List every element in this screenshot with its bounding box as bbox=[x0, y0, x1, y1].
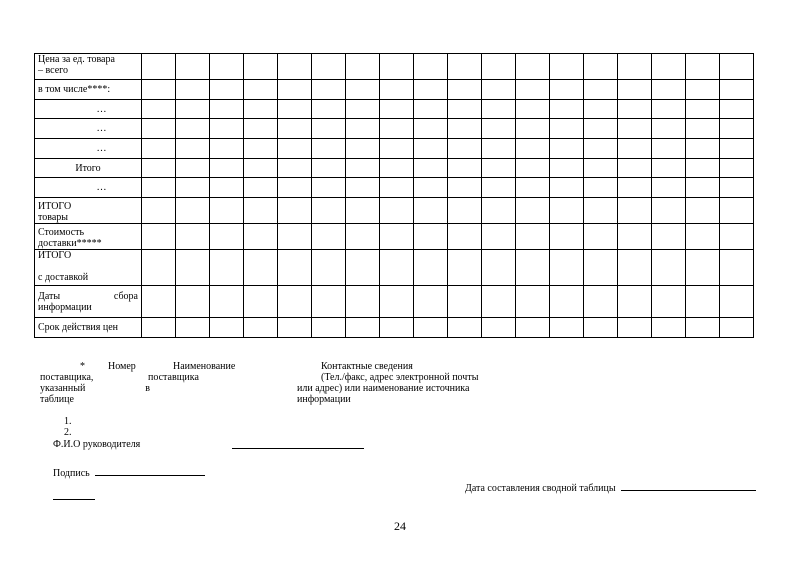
table-cell[interactable] bbox=[652, 80, 686, 100]
head-name-label: Ф.И.О руководителя bbox=[53, 439, 141, 450]
table-row bbox=[35, 318, 754, 338]
table-cell[interactable] bbox=[142, 178, 176, 198]
table-cell[interactable] bbox=[210, 54, 244, 80]
table-cell[interactable] bbox=[686, 318, 720, 338]
table-cell[interactable] bbox=[414, 119, 448, 139]
table-cell[interactable] bbox=[380, 178, 414, 198]
table-cell[interactable] bbox=[618, 224, 652, 250]
table-cell[interactable] bbox=[720, 178, 754, 198]
table-cell[interactable] bbox=[448, 178, 482, 198]
footnote-marker: * bbox=[80, 361, 85, 372]
table-cell[interactable] bbox=[448, 198, 482, 224]
row-label-line: – всего bbox=[38, 65, 69, 76]
table-cell[interactable] bbox=[482, 198, 516, 224]
table-cell[interactable] bbox=[618, 318, 652, 338]
table-cell[interactable] bbox=[380, 100, 414, 119]
table-cell[interactable] bbox=[414, 178, 448, 198]
table-cell[interactable] bbox=[550, 224, 584, 250]
table-cell[interactable] bbox=[312, 318, 346, 338]
table-cell[interactable] bbox=[312, 159, 346, 178]
table-cell[interactable] bbox=[176, 198, 210, 224]
table-cell[interactable] bbox=[278, 80, 312, 100]
table-cell[interactable] bbox=[618, 80, 652, 100]
list-item-2: 2. bbox=[64, 427, 72, 438]
table-cell[interactable] bbox=[584, 119, 618, 139]
table-cell[interactable] bbox=[482, 224, 516, 250]
table-cell[interactable] bbox=[244, 119, 278, 139]
row-label-line: … bbox=[96, 103, 107, 115]
row-label bbox=[35, 178, 142, 198]
row-label-line: товары bbox=[38, 212, 68, 223]
table-cell[interactable] bbox=[652, 178, 686, 198]
table-cell[interactable] bbox=[210, 178, 244, 198]
table-cell[interactable] bbox=[278, 178, 312, 198]
row-label bbox=[35, 224, 142, 250]
table-cell[interactable] bbox=[584, 54, 618, 80]
table-cell[interactable] bbox=[618, 100, 652, 119]
table-cell[interactable] bbox=[312, 286, 346, 318]
table-cell[interactable] bbox=[380, 318, 414, 338]
table-cell[interactable] bbox=[482, 80, 516, 100]
head-name-field[interactable] bbox=[232, 439, 364, 452]
table-cell[interactable] bbox=[142, 159, 176, 178]
table-row bbox=[35, 119, 754, 139]
table-cell[interactable] bbox=[312, 139, 346, 159]
table-cell[interactable] bbox=[720, 224, 754, 250]
table-cell[interactable] bbox=[346, 250, 380, 286]
table-cell[interactable] bbox=[380, 119, 414, 139]
table-cell[interactable] bbox=[482, 100, 516, 119]
table-cell[interactable] bbox=[686, 159, 720, 178]
table-cell[interactable] bbox=[550, 54, 584, 80]
table-row bbox=[35, 224, 754, 250]
table-cell[interactable] bbox=[584, 318, 618, 338]
row-label-line: доставки***** bbox=[38, 238, 102, 249]
table-cell[interactable] bbox=[482, 54, 516, 80]
row-label bbox=[35, 159, 142, 178]
table-cell[interactable] bbox=[176, 119, 210, 139]
table-cell[interactable] bbox=[448, 159, 482, 178]
table-cell[interactable] bbox=[618, 119, 652, 139]
table-cell[interactable] bbox=[380, 286, 414, 318]
footnote-col2-line2: поставщика bbox=[148, 372, 199, 383]
table-cell[interactable] bbox=[584, 250, 618, 286]
table-cell[interactable] bbox=[686, 224, 720, 250]
table-cell[interactable] bbox=[686, 250, 720, 286]
table-cell[interactable] bbox=[210, 80, 244, 100]
table-cell[interactable] bbox=[210, 100, 244, 119]
table-cell[interactable] bbox=[652, 139, 686, 159]
table-cell[interactable] bbox=[516, 178, 550, 198]
table-cell[interactable] bbox=[278, 198, 312, 224]
table-cell[interactable] bbox=[244, 100, 278, 119]
table-cell[interactable] bbox=[312, 198, 346, 224]
row-label bbox=[35, 318, 142, 338]
table-cell[interactable] bbox=[516, 159, 550, 178]
table-cell[interactable] bbox=[210, 286, 244, 318]
table-cell[interactable] bbox=[584, 178, 618, 198]
row-label-line: Цена за ед. товара bbox=[38, 54, 115, 65]
table-cell[interactable] bbox=[176, 100, 210, 119]
table-cell[interactable] bbox=[278, 224, 312, 250]
table-cell[interactable] bbox=[618, 286, 652, 318]
table-cell[interactable] bbox=[346, 224, 380, 250]
table-cell[interactable] bbox=[380, 198, 414, 224]
table-cell[interactable] bbox=[176, 318, 210, 338]
row-label bbox=[35, 139, 142, 159]
table-cell[interactable] bbox=[448, 318, 482, 338]
table-cell[interactable] bbox=[142, 198, 176, 224]
table-cell[interactable] bbox=[380, 250, 414, 286]
table-cell[interactable] bbox=[516, 318, 550, 338]
table-cell[interactable] bbox=[244, 80, 278, 100]
table-cell[interactable] bbox=[346, 178, 380, 198]
table-cell[interactable] bbox=[720, 318, 754, 338]
table-cell[interactable] bbox=[142, 250, 176, 286]
table-cell[interactable] bbox=[346, 100, 380, 119]
table-cell[interactable] bbox=[414, 159, 448, 178]
row-label-line: информации bbox=[38, 301, 92, 313]
page-number: 24 bbox=[394, 519, 406, 533]
table-cell[interactable] bbox=[346, 139, 380, 159]
footnote-col3-line2: (Тел./факс, адрес электронной почты bbox=[321, 372, 479, 383]
table-cell[interactable] bbox=[482, 178, 516, 198]
signature-label: Подпись bbox=[53, 468, 90, 479]
footnote-col3-line1: Контактные сведения bbox=[321, 361, 413, 372]
table-cell[interactable] bbox=[448, 286, 482, 318]
table-cell[interactable] bbox=[380, 224, 414, 250]
signature-field[interactable] bbox=[95, 466, 205, 476]
table-cell[interactable] bbox=[652, 286, 686, 318]
table-cell[interactable] bbox=[482, 159, 516, 178]
table-cell[interactable] bbox=[210, 139, 244, 159]
table-row bbox=[35, 159, 754, 178]
table-cell[interactable] bbox=[652, 198, 686, 224]
table-cell[interactable] bbox=[142, 119, 176, 139]
table-cell[interactable] bbox=[720, 80, 754, 100]
table-cell[interactable] bbox=[176, 159, 210, 178]
row-label bbox=[35, 198, 142, 224]
table-cell[interactable] bbox=[618, 139, 652, 159]
table-cell[interactable] bbox=[414, 318, 448, 338]
table-cell[interactable] bbox=[142, 139, 176, 159]
table-cell[interactable] bbox=[244, 318, 278, 338]
table-cell[interactable] bbox=[686, 178, 720, 198]
table-cell[interactable] bbox=[176, 286, 210, 318]
table-cell[interactable] bbox=[346, 198, 380, 224]
date-label: Дата составления сводной таблицы bbox=[465, 483, 616, 494]
table-cell[interactable] bbox=[720, 198, 754, 224]
footnote-col1-word: указанный bbox=[40, 383, 86, 394]
footnote-col1-line1: Номер bbox=[108, 361, 136, 372]
table-cell[interactable] bbox=[414, 198, 448, 224]
table-cell[interactable] bbox=[686, 139, 720, 159]
table-cell[interactable] bbox=[516, 224, 550, 250]
table-cell[interactable] bbox=[448, 100, 482, 119]
table-cell[interactable] bbox=[176, 80, 210, 100]
row-label-line: в том числе****: bbox=[38, 84, 111, 95]
table-cell[interactable] bbox=[652, 224, 686, 250]
table-cell[interactable] bbox=[584, 159, 618, 178]
table-cell[interactable] bbox=[618, 198, 652, 224]
table-cell[interactable] bbox=[516, 100, 550, 119]
table-cell[interactable] bbox=[244, 159, 278, 178]
table-cell[interactable] bbox=[244, 250, 278, 286]
row-label-line: … bbox=[96, 182, 107, 193]
table-cell[interactable] bbox=[278, 119, 312, 139]
table-cell[interactable] bbox=[414, 139, 448, 159]
table-cell[interactable] bbox=[380, 80, 414, 100]
table-cell[interactable] bbox=[652, 54, 686, 80]
separator-line bbox=[53, 499, 95, 500]
table-cell[interactable] bbox=[142, 224, 176, 250]
row-label-line: ИТОГО bbox=[38, 201, 72, 212]
table-cell[interactable] bbox=[482, 318, 516, 338]
table-cell[interactable] bbox=[550, 139, 584, 159]
table-cell[interactable] bbox=[210, 250, 244, 286]
table-row bbox=[35, 178, 754, 198]
table-cell[interactable] bbox=[584, 224, 618, 250]
table-cell[interactable] bbox=[516, 198, 550, 224]
table-row bbox=[35, 54, 754, 80]
table-cell[interactable] bbox=[550, 250, 584, 286]
table-cell[interactable] bbox=[550, 198, 584, 224]
table-cell[interactable] bbox=[720, 250, 754, 286]
table-cell[interactable] bbox=[550, 119, 584, 139]
table-cell[interactable] bbox=[414, 286, 448, 318]
table-cell[interactable] bbox=[686, 119, 720, 139]
table-cell[interactable] bbox=[244, 224, 278, 250]
row-label-line: с доставкой bbox=[38, 272, 89, 283]
table-cell[interactable] bbox=[176, 139, 210, 159]
table-cell[interactable] bbox=[652, 119, 686, 139]
table-cell[interactable] bbox=[414, 250, 448, 286]
table-cell[interactable] bbox=[652, 100, 686, 119]
table-cell[interactable] bbox=[516, 250, 550, 286]
table-cell[interactable] bbox=[346, 80, 380, 100]
table-cell[interactable] bbox=[448, 224, 482, 250]
table-cell[interactable] bbox=[244, 178, 278, 198]
table-cell[interactable] bbox=[142, 54, 176, 80]
table-cell[interactable] bbox=[414, 100, 448, 119]
table-cell[interactable] bbox=[516, 80, 550, 100]
table-cell[interactable] bbox=[210, 318, 244, 338]
table-row bbox=[35, 286, 754, 318]
table-cell[interactable] bbox=[244, 198, 278, 224]
table-row bbox=[35, 139, 754, 159]
table-cell[interactable] bbox=[618, 159, 652, 178]
table-cell[interactable] bbox=[686, 80, 720, 100]
table-cell[interactable] bbox=[482, 119, 516, 139]
table-cell[interactable] bbox=[584, 198, 618, 224]
table-cell[interactable] bbox=[584, 286, 618, 318]
table-cell[interactable] bbox=[448, 119, 482, 139]
table-cell[interactable] bbox=[720, 159, 754, 178]
table-row bbox=[35, 250, 754, 286]
table-cell[interactable] bbox=[550, 100, 584, 119]
row-label-line bbox=[38, 261, 138, 272]
table-cell[interactable] bbox=[550, 318, 584, 338]
table-cell[interactable] bbox=[312, 178, 346, 198]
footnote-col1-line3-words bbox=[40, 383, 150, 394]
table-cell[interactable] bbox=[244, 139, 278, 159]
table-cell[interactable] bbox=[482, 286, 516, 318]
table-cell[interactable] bbox=[176, 178, 210, 198]
table-row bbox=[35, 198, 754, 224]
table-cell[interactable] bbox=[278, 54, 312, 80]
table-cell[interactable] bbox=[414, 80, 448, 100]
table-cell[interactable] bbox=[210, 159, 244, 178]
table-cell[interactable] bbox=[278, 100, 312, 119]
table-cell[interactable] bbox=[176, 250, 210, 286]
table-cell[interactable] bbox=[312, 250, 346, 286]
table-cell[interactable] bbox=[686, 100, 720, 119]
table-cell[interactable] bbox=[142, 100, 176, 119]
table-cell[interactable] bbox=[312, 80, 346, 100]
table-cell[interactable] bbox=[550, 178, 584, 198]
table-cell[interactable] bbox=[346, 286, 380, 318]
row-label-line: Итого bbox=[75, 162, 101, 174]
footnote-col3-line4: информации bbox=[297, 394, 351, 405]
row-label bbox=[35, 286, 142, 318]
table-cell[interactable] bbox=[176, 224, 210, 250]
row-label bbox=[35, 119, 142, 139]
table-cell[interactable] bbox=[720, 139, 754, 159]
table-cell[interactable] bbox=[618, 250, 652, 286]
row-label-line: Срок действия цен bbox=[38, 322, 119, 333]
row-label bbox=[35, 250, 142, 286]
table-cell[interactable] bbox=[686, 198, 720, 224]
table-cell[interactable] bbox=[584, 139, 618, 159]
table-cell[interactable] bbox=[278, 159, 312, 178]
table-cell[interactable] bbox=[652, 159, 686, 178]
table-cell[interactable] bbox=[278, 139, 312, 159]
footnote-col1-line4: таблице bbox=[40, 394, 74, 405]
footnote-col1-line2: поставщика, bbox=[40, 372, 94, 383]
table-cell[interactable] bbox=[550, 286, 584, 318]
table-cell[interactable] bbox=[516, 119, 550, 139]
table-cell[interactable] bbox=[618, 54, 652, 80]
table-cell[interactable] bbox=[142, 318, 176, 338]
table-cell[interactable] bbox=[312, 100, 346, 119]
footnote-col3-line3: или адрес) или наименование источника bbox=[297, 383, 470, 394]
table-cell[interactable] bbox=[346, 119, 380, 139]
table-cell[interactable] bbox=[244, 54, 278, 80]
list-item-1: 1. bbox=[64, 416, 72, 427]
table-cell[interactable] bbox=[312, 224, 346, 250]
table-cell[interactable] bbox=[550, 159, 584, 178]
table-cell[interactable] bbox=[584, 80, 618, 100]
table-cell[interactable] bbox=[380, 159, 414, 178]
table-cell[interactable] bbox=[516, 54, 550, 80]
table-cell[interactable] bbox=[142, 286, 176, 318]
table-cell[interactable] bbox=[652, 250, 686, 286]
table-cell[interactable] bbox=[210, 119, 244, 139]
table-cell[interactable] bbox=[448, 80, 482, 100]
table-cell[interactable] bbox=[414, 224, 448, 250]
table-cell[interactable] bbox=[584, 100, 618, 119]
table-cell[interactable] bbox=[278, 286, 312, 318]
footnote-col1-word: в bbox=[145, 383, 150, 394]
table-cell[interactable] bbox=[278, 318, 312, 338]
table-cell[interactable] bbox=[720, 54, 754, 80]
table-cell[interactable] bbox=[720, 100, 754, 119]
date-row bbox=[465, 481, 756, 494]
table-cell[interactable] bbox=[720, 286, 754, 318]
table-cell[interactable] bbox=[346, 159, 380, 178]
table-cell[interactable] bbox=[380, 54, 414, 80]
table-cell[interactable] bbox=[448, 250, 482, 286]
table-cell[interactable] bbox=[618, 178, 652, 198]
table-cell[interactable] bbox=[482, 250, 516, 286]
row-label bbox=[35, 100, 142, 119]
table-cell[interactable] bbox=[414, 54, 448, 80]
table-cell[interactable] bbox=[142, 80, 176, 100]
table-cell[interactable] bbox=[346, 318, 380, 338]
row-label bbox=[35, 54, 142, 80]
table-cell[interactable] bbox=[686, 54, 720, 80]
row-label-line: Даты сбора bbox=[38, 290, 138, 302]
price-summary-table bbox=[34, 53, 754, 338]
table-cell[interactable] bbox=[448, 54, 482, 80]
table-cell[interactable] bbox=[380, 139, 414, 159]
signature-row bbox=[53, 466, 205, 479]
table-cell[interactable] bbox=[176, 54, 210, 80]
table-cell[interactable] bbox=[686, 286, 720, 318]
table-cell[interactable] bbox=[448, 139, 482, 159]
table-cell[interactable] bbox=[550, 80, 584, 100]
row-label-line: ИТОГО bbox=[38, 250, 72, 261]
table-row bbox=[35, 80, 754, 100]
row-label-line: … bbox=[96, 123, 107, 134]
footnote-col2-line1: Наименование bbox=[173, 361, 236, 372]
row-label bbox=[35, 80, 142, 100]
table-cell[interactable] bbox=[210, 198, 244, 224]
table-cell[interactable] bbox=[312, 54, 346, 80]
row-label-line: Стоимость bbox=[38, 227, 85, 238]
table-cell[interactable] bbox=[244, 286, 278, 318]
table-cell[interactable] bbox=[482, 139, 516, 159]
table-cell[interactable] bbox=[346, 54, 380, 80]
table-cell[interactable] bbox=[720, 119, 754, 139]
table-cell[interactable] bbox=[210, 224, 244, 250]
table-cell[interactable] bbox=[312, 119, 346, 139]
date-field[interactable] bbox=[621, 481, 756, 491]
row-label-line: … bbox=[96, 143, 107, 154]
table-cell[interactable] bbox=[516, 139, 550, 159]
footnote-col1-line3 bbox=[40, 383, 150, 394]
table-cell[interactable] bbox=[516, 286, 550, 318]
table-cell[interactable] bbox=[652, 318, 686, 338]
table-row bbox=[35, 100, 754, 119]
table-cell[interactable] bbox=[278, 250, 312, 286]
